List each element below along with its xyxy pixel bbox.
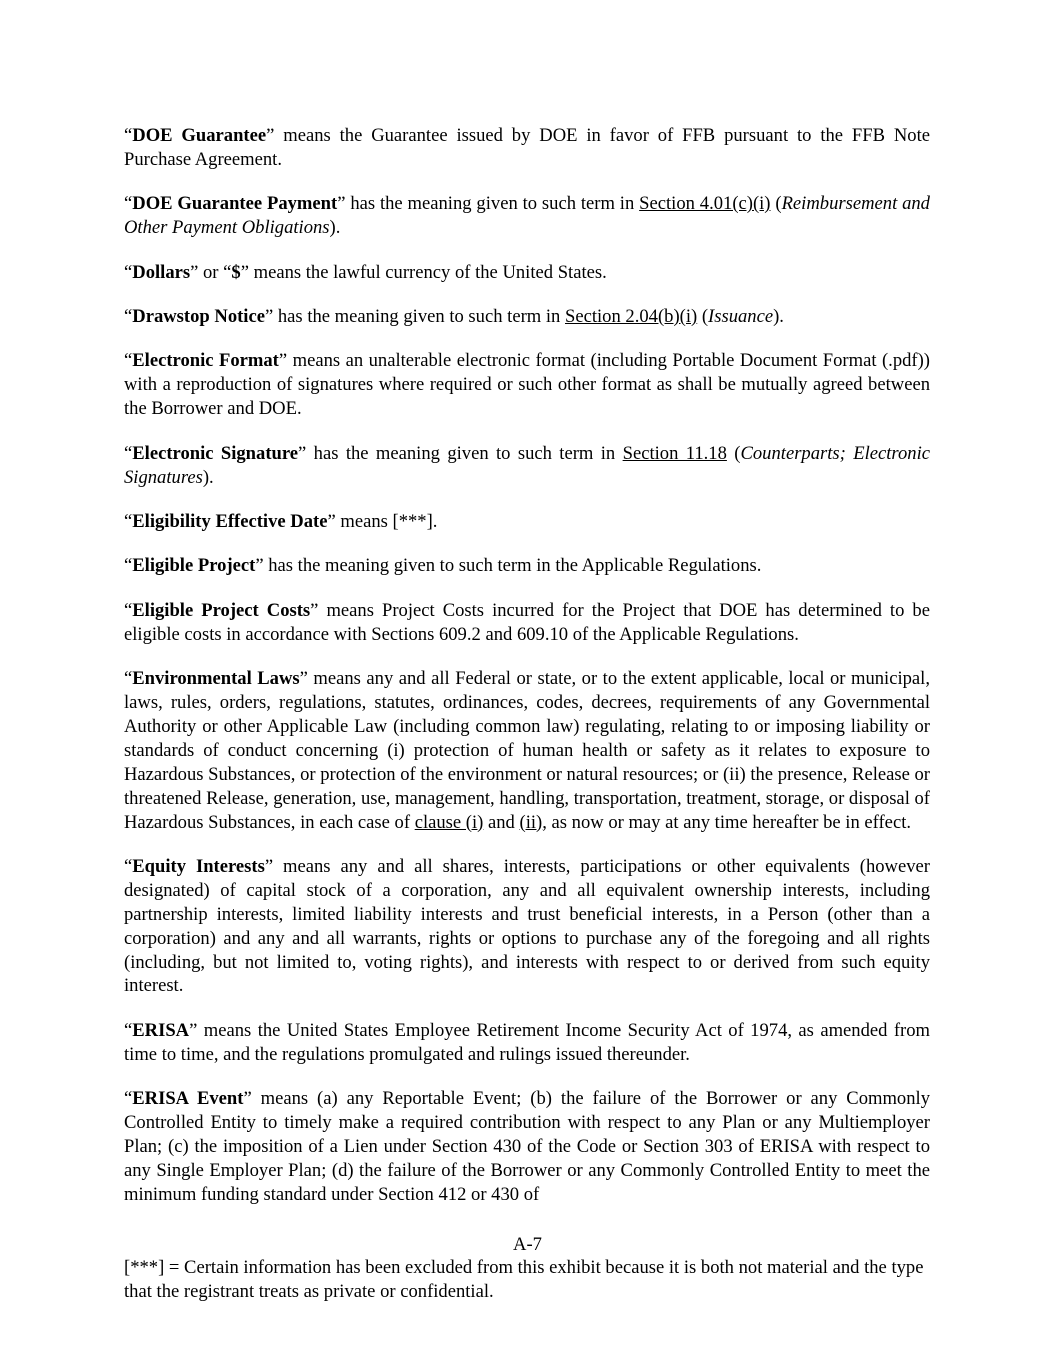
defined-term: Eligibility Effective Date [132,510,328,532]
definition-text: ” means (a) any Reportable Event; (b) the failure of the Borrower or any Commonly Controlled Entity to timely make a required contribution with respect to any Plan or any Multiemployer Plan; (c) the imposition of a Lien under Section 430 of the Code or Section 303 of ERISA with respect to any Single Employer Plan; (d) the failure of the Borrower or any Commonly Controlled Entity to meet the minimum funding standard under Section 412 or 430 of [124,1088,930,1205]
definition-text: ” means any and all Federal or state, or to the extent applicable, local or municipal, laws, rules, orders, regulations, statutes, ordinances, codes, decrees, requirements of any Governmental Authority or other Applicable Law (including common law) regulating, relating to or imposing liability or standards of conduct concerning (i) protection of human health or safety as it relates to exposure to Hazardous Substances, or protection of the environment or natural resources; or (ii) the presence, Release or threatened Release, generation, use, management, handling, transportation, treatment, storage, or disposal of Hazardous Substances, in each case of [124,668,930,833]
definition-text: ” has the meaning given to such term in the Applicable Regulations. [255,555,762,577]
defined-term: Electronic Signature [132,442,299,464]
defined-term: Eligible Project Costs [132,599,311,621]
definition-electronic-format: “Electronic Format” means an unalterable electronic format (including Portable Document Format (.pdf)) with a reproduction of signatures where required or such other format as shall be mutually agreed between the Borrower and DOE. [124,350,930,420]
clause-reference: (ii) [519,811,543,833]
definition-doe-guarantee-payment: “DOE Guarantee Payment” has the meaning given to such term in Section 4.01(c)(i) (Reimbursement and Other Payment Obligations). [124,193,930,239]
definition-text: ” means [***]. [327,510,438,532]
definition-text: ” means the lawful currency of the United States. [240,261,607,283]
defined-term: DOE Guarantee [132,125,267,146]
defined-term: Drawstop Notice [132,306,265,328]
defined-term: Equity Interests [132,855,265,877]
definition-text: ” means an unalterable electronic format (including Portable Document Format (.pdf)) with a reproduction of signatures where required or such other format as shall be mutually agreed between the Borrower and DOE. [124,350,930,420]
section-reference: Section 2.04(b)(i) [565,306,698,328]
section-reference: Section 11.18 [622,442,727,464]
defined-term: $ [231,261,241,283]
document-body [124,124,930,1227]
defined-term: Environmental Laws [132,668,300,690]
redaction-footnote: [***] = Certain information has been excluded from this exhibit because it is both not material and the type that the registrant treats as private or confidential. [124,1257,924,1302]
definition-eligible-project: “Eligible Project” has the meaning given to such term in the Applicable Regulations. [124,555,762,577]
definition-erisa-event: “ERISA Event” means (a) any Reportable Event; (b) the failure of the Borrower or any Commonly Controlled Entity to timely make a required contribution with respect to any Plan or any Multiemployer Plan; (c) the imposition of a Lien under Section 430 of the Code or Section 303 of ERISA with respect to any Single Employer Plan; (d) the failure of the Borrower or any Commonly Controlled Entity to meet the minimum funding standard under Section 412 or 430 of [124,1088,930,1205]
section-caption: Counterparts; Electronic Signatures [124,442,930,488]
definition-drawstop-notice: “Drawstop Notice” has the meaning given to such term in Section 2.04(b)(i) (Issuance). [124,306,784,328]
definition-electronic-signature: “Electronic Signature” has the meaning given to such term in Section 11.18 (Counterparts; Electronic Signatures). [124,442,930,488]
defined-term: Dollars [132,261,191,283]
definition-text: ” has the meaning given to such term in [337,193,640,215]
definition-environmental-laws: “Environmental Laws” means any and all Federal or state, or to the extent applicable, local or municipal, laws, rules, orders, regulations, statutes, ordinances, codes, decrees, requirements of any Governmental Authority or other Applicable Law (including common law) regulating, relating to or imposing liability or standards of conduct concerning (i) protection of human health or safety as it relates to exposure to Hazardous Substances, or protection of the environment or natural resources; or (ii) the presence, Release or threatened Release, generation, use, management, handling, transportation, treatment, storage, or disposal of Hazardous Substances, in each case of clause (i) and (ii), as now or may at any time hereafter be in effect. [124,668,930,833]
definition-text: ” means the United States Employee Retirement Income Security Act of 1974, as amended from time to time, and the regulations promulgated and rulings issued thereunder. [124,1019,930,1065]
section-caption: Reimbursement and Other Payment Obligations [124,193,930,239]
clause-reference: clause (i) [414,811,484,833]
definition-text: ” means Project Costs incurred for the Project that DOE has determined to be eligible costs in accordance with Sections 609.2 and 609.10 of the Applicable Regulations. [124,599,930,645]
defined-term: Electronic Format [132,350,279,372]
defined-term: ERISA Event [132,1088,244,1110]
definition-text: ” has the meaning given to such term in [264,306,565,328]
section-reference: Section 4.01(c)(i) [639,193,771,215]
definition-erisa: “ERISA” means the United States Employee Retirement Income Security Act of 1974, as amended from time to time, and the regulations promulgated and rulings issued thereunder. [124,1019,930,1065]
defined-term: DOE Guarantee Payment [132,193,338,215]
definition-eligible-project-costs: “Eligible Project Costs” means Project Costs incurred for the Project that DOE has determined to be eligible costs in accordance with Sections 609.2 and 609.10 of the Applicable Regulations. [124,599,930,645]
definition-doe-guarantee: “DOE Guarantee” means the Guarantee issued by DOE in favor of FFB pursuant to the FFB Note Purchase Agreement. [124,125,930,170]
definition-equity-interests: “Equity Interests” means any and all shares, interests, participations or other equivalents (however designated) of capital stock of a corporation, any and all equivalent ownership interests, including partnership interests, limited liability interests and trust beneficial interests, in a Person (other than a corporation) and any and all warrants, rights or options to purchase any of the foregoing and all rights (including, but not limited to, voting rights), and interests with respect to or derived from such equity interest. [124,855,930,997]
definition-text: ” means the Guarantee issued by DOE in favor of FFB pursuant to the FFB Note Purchase Agreement. [124,125,930,170]
defined-term: ERISA [132,1019,190,1041]
definition-dollars: “Dollars” or “$” means the lawful currency of the United States. [124,261,607,283]
defined-term: Eligible Project [132,555,256,577]
definition-text: ” means any and all shares, interests, participations or other equivalents (however designated) of capital stock of a corporation, any and all equivalent ownership interests, including partnership interests, limited liability interests and trust beneficial interests, in a Person (other than a corporation) and any and all warrants, rights or options to purchase any of the foregoing and all rights (including, but not limited to, voting rights), and interests with respect to or derived from such equity interest. [124,855,930,997]
section-caption: Issuance [708,306,774,328]
definition-text: ” has the meaning given to such term in [298,442,623,464]
definition-eligibility-effective-date: “Eligibility Effective Date” means [***]. [124,510,438,532]
page-number: A-7 [513,1234,542,1255]
